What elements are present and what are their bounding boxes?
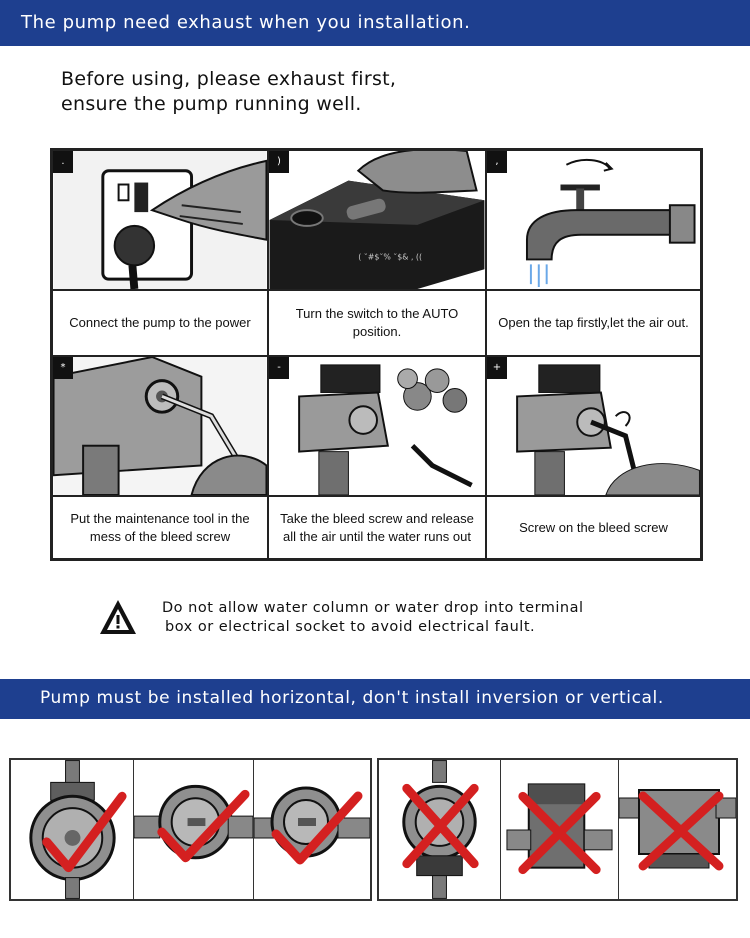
pump-screw-icon <box>487 357 700 495</box>
power-socket-icon <box>53 151 267 289</box>
svg-text:( ˘#$˘% ˘$& ‚ ((: ( ˘#$˘% ˘$& ‚ (( <box>358 252 423 262</box>
pump-upside-down-icon <box>619 760 736 899</box>
orientation-correct-3 <box>254 760 370 899</box>
pump-horizontal-side-icon <box>134 760 253 899</box>
top-banner: The pump need exhaust when you installation. <box>0 0 750 46</box>
intro-line-1: Before using, please exhaust first, <box>61 68 397 90</box>
step-5-caption: Take the bleed screw and release all the air until the water runs out <box>268 496 486 559</box>
step-1-image <box>52 150 268 290</box>
bottom-banner: Pump must be installed horizontal, don't install inversion or vertical. <box>0 679 750 719</box>
step-3-caption: Open the tap firstly,let the air out. <box>486 290 701 356</box>
pump-horizontal-side-icon <box>254 760 370 899</box>
warning-line-2: box or electrical socket to avoid electrical fault. <box>165 619 536 635</box>
step-2-caption: Turn the switch to the AUTO position. <box>268 290 486 356</box>
warning-notice <box>96 598 696 642</box>
exhaust-steps-grid <box>50 148 703 561</box>
step-6-image <box>486 356 701 496</box>
pump-vertical-icon <box>501 760 618 899</box>
step-3-image <box>486 150 701 290</box>
intro-text <box>61 67 396 117</box>
intro-line-2: ensure the pump running well. <box>61 93 362 115</box>
warning-line-1: Do not allow water column or water drop into terminal <box>162 600 584 616</box>
orientation-correct-1 <box>11 760 134 899</box>
incorrect-orientation-panel <box>377 758 738 901</box>
pump-inverted-icon <box>379 760 500 899</box>
step-3-number: , <box>487 151 507 173</box>
step-1-number: . <box>53 151 73 173</box>
step-5-number: - <box>269 357 289 379</box>
orientation-incorrect-2 <box>501 760 619 899</box>
correct-orientation-panel <box>9 758 372 901</box>
orientation-incorrect-3 <box>619 760 736 899</box>
step-1-caption: Connect the pump to the power <box>52 290 268 356</box>
pump-switch-icon <box>269 151 485 289</box>
water-tap-icon <box>487 151 700 289</box>
step-4-number: * <box>53 357 73 379</box>
step-2-number: ) <box>269 151 289 173</box>
step-6-number: + <box>487 357 507 379</box>
warning-triangle-icon <box>98 598 138 636</box>
orientation-incorrect-1 <box>379 760 501 899</box>
pump-air-release-icon <box>269 357 485 495</box>
step-4-caption: Put the maintenance tool in the mess of the bleed screw <box>52 496 268 559</box>
pump-tool-icon <box>53 357 267 495</box>
step-6-caption: Screw on the bleed screw <box>486 496 701 559</box>
warning-text <box>162 599 584 637</box>
step-4-image <box>52 356 268 496</box>
pump-horizontal-front-icon <box>11 760 133 899</box>
step-2-image <box>268 150 486 290</box>
step-5-image <box>268 356 486 496</box>
orientation-correct-2 <box>134 760 254 899</box>
